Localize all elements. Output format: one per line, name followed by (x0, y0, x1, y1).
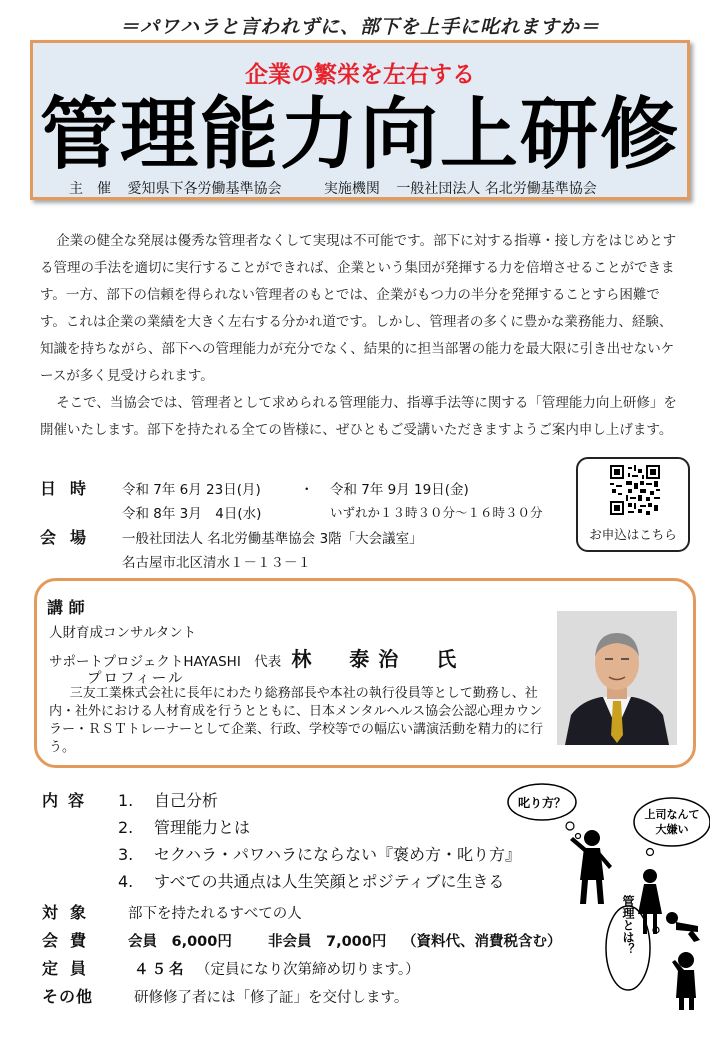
other-value: 研修修了者には「修了証」を交付します。 (134, 990, 409, 1006)
content-text: セクハラ・パワハラにならない『褒め方・叱り方』 (154, 845, 522, 864)
bubble-2-line-1: 上司なんて (644, 808, 700, 821)
intro-paragraph-2: そこで、当協会では、管理者として求められる管理能力、指導手法等に関する「管理能力向上研修」を開催いたします。部下を持たれる全ての皆様に、ぜひともご受講いただきますようご案内申し上げます。 (40, 395, 677, 438)
fee-label: 会費 (42, 931, 99, 950)
venue-address: 名古屋市北区清水１－１３－１ (122, 555, 311, 571)
profile-label: プロフィール (87, 671, 185, 687)
time-range: いずれか１３時３０分～１６時３０分 (330, 505, 543, 520)
content-text: 自己分析 (154, 791, 219, 810)
venue-label: 会場 (40, 528, 101, 547)
content-num: 4. (118, 872, 134, 891)
content-item (118, 842, 521, 865)
content-num: 2. (118, 818, 134, 837)
lecturer-role: 人財育成コンサルタント (49, 625, 197, 641)
content-item (118, 815, 250, 838)
title-banner (30, 40, 690, 200)
fee-note: （資料代、消費税含む） (402, 934, 562, 950)
target-label: 対象 (42, 903, 99, 922)
bubble-1-text: 叱り方？ (517, 796, 567, 810)
date-separator: ・ (300, 482, 314, 498)
capacity-label: 定員 (42, 959, 99, 978)
executor-label: 実施機関 (323, 181, 380, 197)
content-item (118, 869, 504, 892)
date-2: 令和 7年 9月 19日(金) (330, 482, 469, 498)
target-value: 部下を持たれるすべての人 (128, 906, 302, 922)
organizer: 愛知県下各労働基準協会 (127, 181, 282, 197)
fee-nonmember: 非会員 7,000円 (268, 934, 387, 950)
lecturer-heading: 講 師 (47, 598, 85, 617)
lecturer-profile-text: 三友工業株式会社に長年にわたり総務部長や本社の執行役員等として勤務し、社内・社外における人材育成を行うとともに、日本メンタルヘルス協会公認心理カウンラー・ＲＳＴトレーナーとして企業、行政、学校等での幅広い講演活動を精力的に行う。 (49, 686, 544, 755)
capacity-value: ４５名 (134, 962, 187, 978)
bubble-3-text: 管理とは？ (621, 895, 635, 955)
date-label: 日時 (40, 479, 101, 498)
capacity-note: （定員になり次第締め切ります。） (196, 962, 420, 978)
fee-member: 会員 6,000円 (128, 934, 232, 950)
executor: 一般社団法人 名北労働基準協会 (396, 181, 597, 197)
lecturer-company: サポートプロジェクトHAYASHI 代表 (49, 654, 282, 670)
qr-code-icon[interactable] (610, 465, 660, 515)
bubble-2-line-2: 大嫌い (655, 823, 689, 836)
venue: 一般社団法人 名北労働基準協会 3階「大会議室」 (122, 531, 423, 547)
intro-paragraph-1: 企業の健全な発展は優秀な管理者なくして実現は不可能です。部下に対する指導・接し方をはじめとする管理の手法を適切に実行することができれば、企業という集団が発揮する力を倍増させることができます。一方、部下の信頼を得られない管理者のもとでは、企業がもつ力の半分を発揮することすら困難です。これは企業の業績を大きく左右する分かれ道です。しかし、管理者の多くに豊かな業務能力、経験、知識を持ちながら、部下への管理能力が充分でなく、結果的に担当部署の能力を最大限に引き出せないケースが多く見受けられます。 (40, 233, 677, 384)
organizer-label: 主 催 (69, 181, 111, 197)
content-label: 内容 (42, 791, 95, 810)
apply-box[interactable] (576, 457, 690, 552)
apply-label[interactable]: お申込はこちら (589, 527, 677, 542)
lecturer-box (34, 578, 696, 768)
lecturer-profile (49, 685, 554, 757)
content-num: 3. (118, 845, 134, 864)
lecturer-name: 林 泰治 氏 (291, 647, 466, 671)
date-1: 令和 7年 6月 23日(月) (122, 482, 261, 498)
content-item (118, 788, 218, 811)
catch-copy: 企業の繁栄を左右する (245, 62, 475, 88)
intro-text (40, 228, 685, 444)
content-text: すべての共通点は人生笑顔とポジティブに生きる (154, 872, 505, 891)
page-title: 管理能力向上研修 (39, 89, 680, 180)
office-people-illustration (500, 780, 710, 1010)
other-label: その他 (42, 987, 94, 1006)
organizers (69, 178, 597, 198)
date-3: 令和 8年 3月 4日(水) (122, 506, 262, 522)
content-text: 管理能力とは (154, 818, 251, 837)
tagline: ＝パワハラと言われずに、部下を上手に叱れますか＝ (119, 16, 600, 38)
content-num: 1. (118, 791, 134, 810)
lecturer-photo (557, 611, 677, 745)
